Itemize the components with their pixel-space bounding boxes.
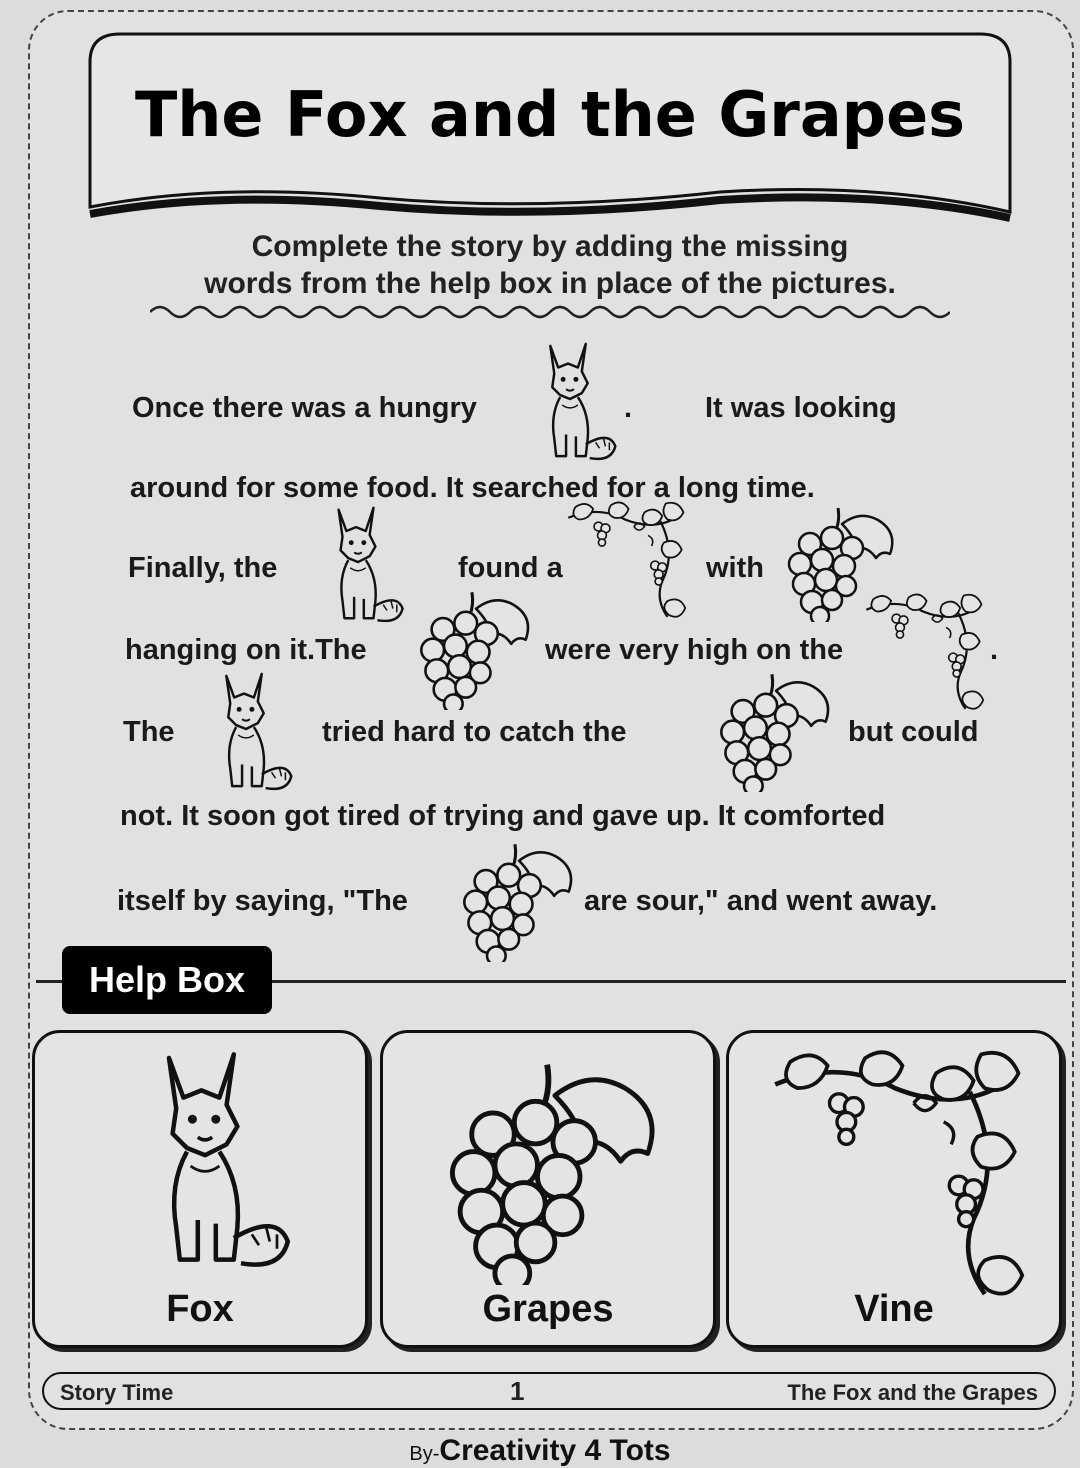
vine-icon [560,500,690,624]
brand-name: Creativity 4 Tots [439,1434,671,1467]
story-text-5c: but could [848,716,979,748]
story-text-4c: . [990,634,999,666]
fox-icon [196,666,296,794]
fox-icon [308,500,408,626]
grapes-icon [412,586,536,710]
page-title: The Fox and the Grapes [134,78,966,151]
story-text-4b: were very high on the [545,634,844,666]
help-card-vine [726,1030,1062,1348]
story-text-5a: The [123,716,175,748]
story-text-3c: with [706,552,764,584]
help-card-fox [32,1030,368,1348]
story-text-1c: It was looking [705,392,897,424]
byline-prefix: By- [409,1443,440,1465]
help-card-label: Grapes [482,1288,614,1330]
story-text-4a: hanging on it.The [125,634,367,666]
instructions-line-1: Complete the story by adding the missing [251,230,849,263]
grapes-icon [712,668,836,792]
story-text-2: around for some food. It searched for a long time. [130,472,815,504]
wavy-underline [150,300,950,324]
story-text-7b: are sour," and went away. [584,885,938,917]
fox-icon [520,336,620,464]
footer-series: Story Time [60,1380,174,1405]
story-text-1b: . [624,392,633,424]
footer-title: The Fox and the Grapes [787,1380,1038,1405]
fox-icon [115,1039,295,1275]
footer-bar [42,1372,1056,1410]
help-card-grapes [380,1030,716,1348]
vine-icon [755,1047,1035,1309]
byline [0,1434,1080,1468]
story-text-1a: Once there was a hungry [132,392,477,424]
grapes-icon [455,838,579,962]
help-box-tab: Help Box [62,946,272,1014]
story-text-5b: tried hard to catch the [322,716,627,748]
grapes-icon [435,1053,667,1285]
story-text-3a: Finally, the [128,552,278,584]
story-text-3b: found a [458,552,563,584]
help-card-label: Fox [166,1288,234,1330]
instructions [130,228,970,302]
help-card-label: Vine [854,1288,934,1330]
page-number: 1 [510,1376,525,1406]
vine-icon [858,592,988,716]
instructions-line-2: words from the help box in place of the pictures. [204,267,896,300]
story-text-7a: itself by saying, "The [117,885,408,917]
story-text-6: not. It soon got tired of trying and gave up. It comforted [120,800,886,832]
